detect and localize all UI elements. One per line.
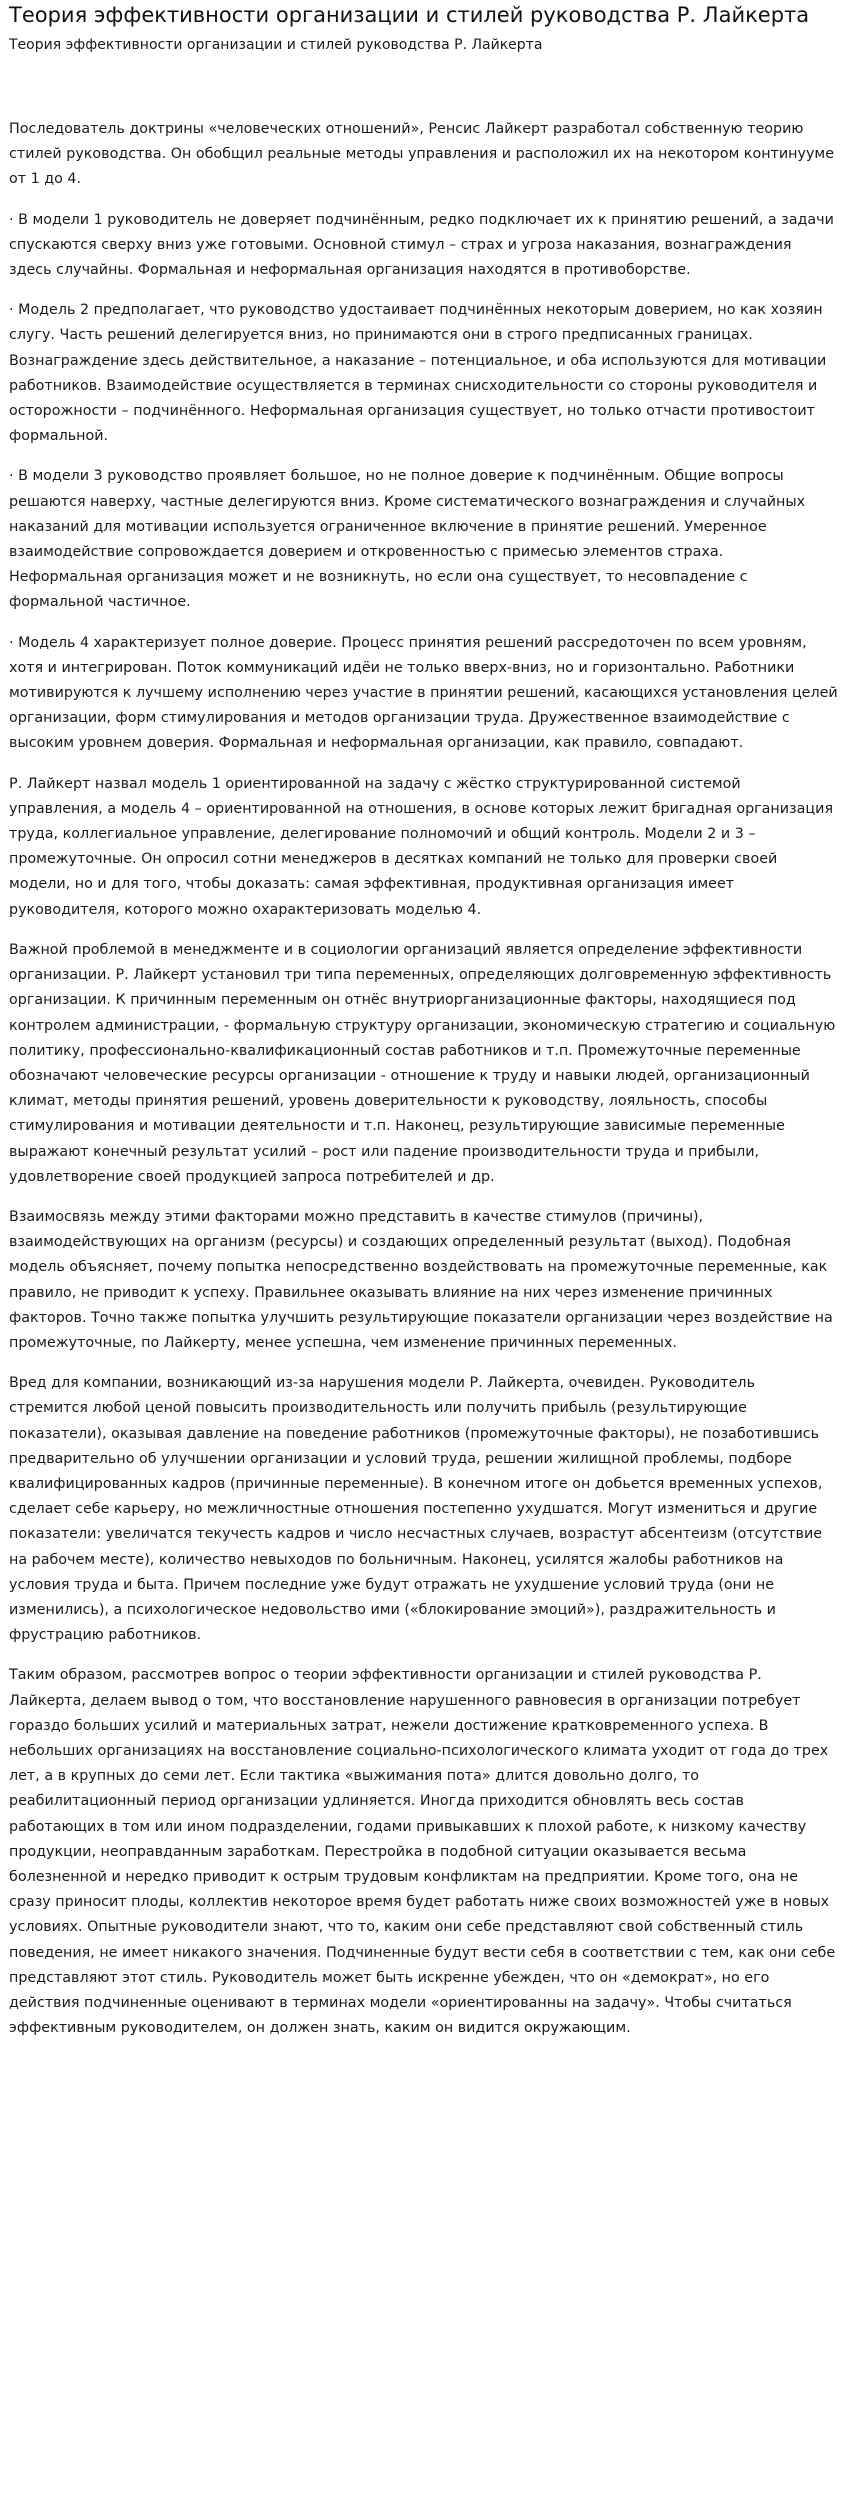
paragraph-model-2: · Модель 2 предполагает, что руководство удостаивает подчинённых некоторым доверием, но как хозяин слугу. Часть решений делегируется вниз, но принимаются они в строго предписанных границах. Вознаграждение здесь действительное, а наказание – потенциальное, и оба используются для мотивации работников. Взаимодействие осуществляется в терминах снисходительности со стороны руководителя и осторожности – подчинённого. Неформальная организация существует, но только отчасти противостоит формальной.	[9, 302, 827, 445]
paragraph-relationship: Взаимосвязь между этими факторами можно представить в качестве стимулов (причины), взаимодействующих на организм (ресурсы) и создающих определенный результат (выход). Подобная модель объясняет, почему попытка непосредственно воздействовать на промежуточные переменные, как правило, не приводит к успеху. Правильнее оказывать влияние на них через изменение причинных факторов. Точно также попытка улучшить результирующие показатели организации через воздействие на промежуточные, по Лайкерту, менее успешна, чем изменение причинных переменных.	[9, 1208, 833, 1351]
paragraph-harm: Вред для компании, возникающий из-за нарушения модели Р. Лайкерта, очевиден. Руководитель стремится любой ценой повысить производительность или получить прибыль (результирующие показатели), оказывая давление на поведение работников (промежуточные факторы), не позаботившись предварительно об улучшении организации и условий труда, решении жилищной проблемы, подборе квалифицированных кадров (причинные переменные). В конечном итоге он добьется временных успехов, сделает себе карьеру, но межличностные отношения постепенно ухудшатся. Могут измениться и другие показатели: увеличатся текучесть кадров и число несчастных случаев, возрастут абсентеизм (отсутствие на рабочем месте), количество невыходов по больничным. Наконец, усилятся жалобы работников на условия труда и быта. Причем последние уже будут отражать не ухудшение условий труда (они не изменились), а психологическое недовольство ими («блокирование эмоций»), раздражительность и фрустрацию работников.	[9, 1375, 823, 1644]
paragraph-conclusion: Таким образом, рассмотрев вопрос о теории эффективности организации и стилей руководства Р. Лайкерта, делаем вывод о том, что восстановление нарушенного равновесия в организации потребует гораздо больших усилий и материальных затрат, нежели достижение кратковременного успеха. В небольших организациях на восстановление социально-психологического климата уходит от года до трех лет, а в крупных до семи лет. Если тактика «выжимания пота» длится довольно долго, то реабилитационный период организации удлиняется. Иногда приходится обновлять весь состав работающих в том или ином подразделении, годами привыкавших к плохой работе, к низкому качеству продукции, неоправданным заработкам. Перестройка в подобной ситуации оказывается весьма болезненной и нередко приводит к острым трудовым конфликтам на предприятии. Кроме того, она не сразу приносит плоды, коллектив некоторое время будет работать ниже своих возможностей уже в новых условиях. Опытные руководители знают, что то, каким они себе представляют свой собственный стиль поведения, не имеет никакого значения. Подчиненные будут вести себя в соответствии с тем, как они себе представляют этот стиль. Руководитель может быть искренне убежден, что он «демократ», но его действия подчиненные оценивают в терминах модели «ориентированны на задачу». Чтобы считаться эффективным руководителем, он должен знать, каким он видится окружающим.	[9, 1667, 836, 2037]
paragraph-variables: Важной проблемой в менеджменте и в социологии организаций является определение эффективности организации. Р. Лайкерт установил три типа переменных, определяющих долговременную эффективность организации. К причинным переменным он отнёс внутриорганизационные факторы, находящиеся под контролем администрации, - формальную структуру организации, экономическую стратегию и социальную политику, профессионально-квалификационный состав работников и т.п. Промежуточные переменные обозначают человеческие ресурсы организации - отношение к труду и навыки людей, организационный климат, методы принятия решений, уровень доверительности к руководству, лояльность, способы стимулирования и мотивации деятельности и т.п. Наконец, результирующие зависимые переменные выражают конечный результат усилий – рост или падение производительности труда и прибыли, удовлетворение своей продукцией запроса потребителей и др.	[9, 941, 836, 1185]
page-title: Теория эффективности организации и стилей руководства Р. Лайкерта	[9, 3, 810, 27]
paragraph-model-1: · В модели 1 руководитель не доверяет подчинённым, редко подключает их к принятию решений, а задачи спускаются сверху вниз уже готовыми. Основной стимул – страх и угроза наказания, вознаграждения здесь случайны. Формальная и неформальная организация находятся в противоборстве.	[9, 211, 834, 279]
article-body	[9, 117, 838, 2041]
paragraph-model-4: · Модель 4 характеризует полное доверие. Процесс принятия решений рассредоточен по всем уровням, хотя и интегрирован. Поток коммуникаций идёи не только вверх-вниз, но и горизонтально. Работники мотивируются к лучшему исполнению через участие в принятии решений, касающихся установления целей организации, форм стимулирования и методов организации труда. Дружественное взаимодействие с высоким уровнем доверия. Формальная и неформальная организации, как правило, совпадают.	[9, 634, 838, 752]
paragraph-intro: Последователь доктрины «человеческих отношений», Ренсис Лайкерт разработал собственную теорию стилей руководства. Он обобщил реальные методы управления и расположил их на некотором континууме от 1 до 4.	[9, 121, 835, 188]
paragraph-model-3: · В модели 3 руководство проявляет большое, но не полное доверие к подчинённым. Общие вопросы решаются наверху, частные делегируются вниз. Кроме систематического вознаграждения и случайных наказаний для мотивации используется ограниченное включение в принятие решений. Умеренное взаимодействие сопровождается доверием и откровенностью с примесью элементов страха. Неформальная организация может и не возникнуть, но если она существует, то несовпадение с формальной частичное.	[9, 468, 806, 611]
page-subtitle: Теория эффективности организации и стилей руководства Р. Лайкерта	[9, 37, 543, 53]
paragraph-models-summary: Р. Лайкерт назвал модель 1 ориентированной на задачу с жёстко структурированной системой управления, а модель 4 – ориентированной на отношения, в основе которых лежит бригадная организация труда, коллегиальное управление, делегирование полномочий и общий контроль. Модели 2 и 3 – промежуточные. Он опросил сотни менеджеров в десятках компаний не только для проверки своей модели, но и для того, чтобы доказать: самая эффективная, продуктивная организация имеет руководителя, которого можно охарактеризовать моделью 4.	[9, 775, 834, 918]
